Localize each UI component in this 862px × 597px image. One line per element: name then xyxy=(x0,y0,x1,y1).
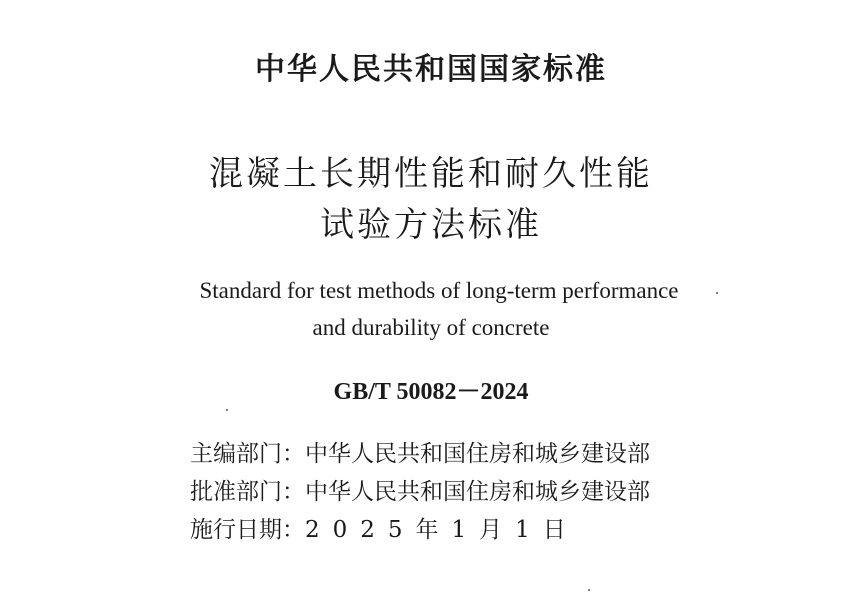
english-title-line-1: Standard for test methods of long-term performance xyxy=(199,278,679,303)
approver-department-row xyxy=(190,476,710,508)
scan-speck xyxy=(226,409,228,411)
scan-speck xyxy=(716,292,718,294)
chinese-title-line-1: 混凝土长期性能和耐久性能 xyxy=(209,154,653,194)
effective-date-value: 2025年1月1日 xyxy=(305,517,579,543)
english-title-line-2: and durability of concrete xyxy=(312,315,550,340)
editor-department-value: 中华人民共和国住房和城乡建设部 xyxy=(305,441,650,467)
chinese-title-line-2: 试验方法标准 xyxy=(320,205,542,245)
standard-code: GB/T 50082－2024 xyxy=(333,379,529,405)
editor-department-row xyxy=(190,438,710,470)
effective-date-label: 施行日期： xyxy=(190,517,305,543)
approver-department-label: 批准部门： xyxy=(190,479,305,505)
national-standard-heading: 中华人民共和国国家标准 xyxy=(255,52,607,87)
scan-speck xyxy=(588,589,590,591)
editor-department-label: 主编部门： xyxy=(190,441,305,467)
effective-date-row xyxy=(190,514,710,546)
approver-department-value: 中华人民共和国住房和城乡建设部 xyxy=(305,479,650,505)
